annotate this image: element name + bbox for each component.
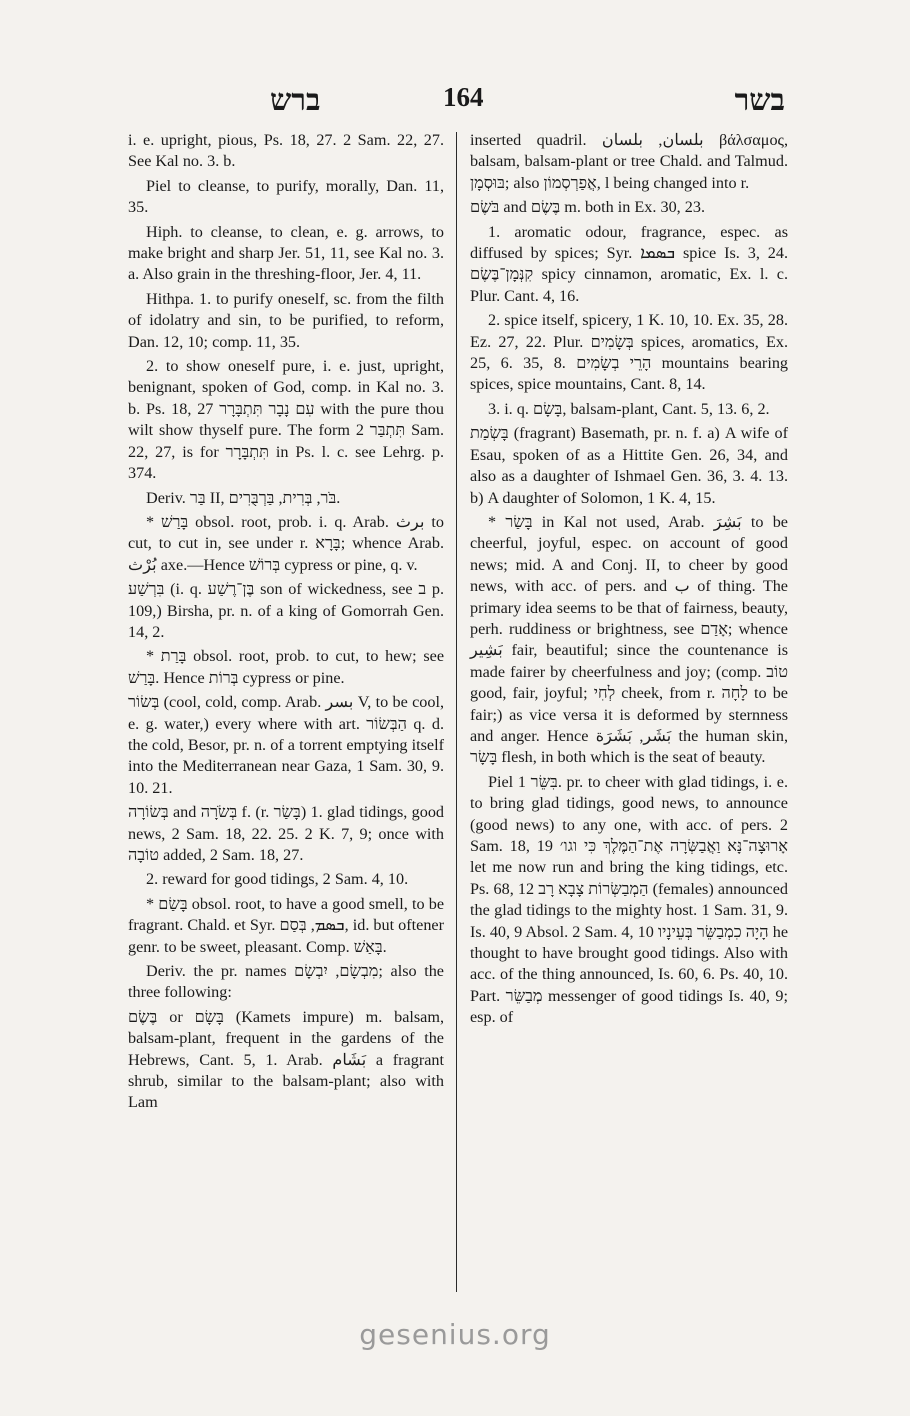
- entry-paragraph: בִּרְשַׁע (i. q. בֶּן־רֶשַׁע son of wickedness, see ב p. 109,) Birsha, pr. n. of a king of Gomorrah Gen. 14, 2.: [128, 580, 445, 641]
- entry-paragraph: * בָּשַׂר in Kal not used, Arab. بَشِرَ to be cheerful, joyful, espec. on account of good news; mid. A and Conj. II, to cheer by good news, with acc. of pers. and ب of thing. The primary idea seems to be that of fairness, beauty, perh. ruddiness or brightness, see אָדַם; whence بَشِير fair, beautiful; since the countenance is made fairer by cheerfulness and joy; (comp. טוֹב good, fair, joyful; לְחִי cheek, from r. לָחָה to be fair;) as vice versa it is deformed by sternness and anger. Hence بَشَر, بَشَرَة the human skin, בָּשָׂר flesh, in both which is the seat of beauty.: [470, 512, 788, 767]
- entry-paragraph: 3. i. q. בָּשָׂם, balsam-plant, Cant. 5, 13. 6, 2.: [488, 399, 770, 418]
- entry-paragraph: 2. reward for good tidings, 2 Sam. 4, 10.: [146, 870, 409, 889]
- entry-paragraph: בָּשְׂמַת (fragrant) Basemath, pr. n. f. a) A wife of Esau, spoken of as a Hittite Gen. 26, 34, and also as a daughter of Ishmael Gen. 36, 3. 4. 13. b) A daughter of Solomon, 1 K. 4, 15.: [470, 424, 788, 507]
- entry-paragraph: * בָּרַשׁ obsol. root, prob. i. q. Arab. برث to cut, to cut in, see under r. בָּרָא; whence Arab. بُرْث axe.—Hence בְּרוֹשׁ cypress or pine, q. v.: [128, 512, 445, 574]
- entry-paragraph: Deriv. the pr. names מִבְשָׂם, יִבְשָׂם; also the three following:: [128, 962, 444, 1002]
- entry-paragraph: inserted quadril. بلسان, بلسان βάλσαμος, balsam, balsam-plant or tree Chald. and Talmud. בּוּסְמָן; also אֲפַרְסְמוֹן, l being changed into r.: [470, 131, 788, 192]
- entry-paragraph: Piel to cleanse, to purify, morally, Dan. 11, 35.: [128, 176, 444, 217]
- entry-paragraph: בֹּשֶׂם and בֶּשֶׂם m. both in Ex. 30, 23.: [470, 198, 706, 217]
- entry-paragraph: Hiph. to cleanse, to clean, e. g. arrows, to make bright and sharp Jer. 51, 11, see Kal no. 3. a. Also grain in the threshing-floor, Jer. 4, 11.: [128, 222, 444, 284]
- entry-paragraph: i. e. upright, pious, Ps. 18, 27. 2 Sam. 22, 27. See Kal no. 3. b.: [128, 131, 444, 171]
- right-column: [470, 130, 788, 1032]
- entry-paragraph: בְּשׂוֹר (cool, cold, comp. Arab. بسر V, to be cool, e. g. water,) every where with art. הַבְּשׂוֹר q. d. the cold, Besor, pr. n. of a torrent emptying itself into the Mediterranean near Gaza, 1 Sam. 30, 9. 10. 21.: [128, 693, 445, 797]
- entry-paragraph: בְּשׂוֹרָה and בְּשֹׂרָה f. (r. בָּשַׂר) 1. glad tidings, good news, 2 Sam. 18, 22. 25. 2 K. 7, 9; once with טוֹבָה added, 2 Sam. 18, 27.: [128, 803, 445, 864]
- entry-paragraph: Piel בִּשֵּׂר 1. pr. to cheer with glad tidings, i. e. to bring glad tidings, good news, to announce (good news) to any one, with acc. of pers. 2 Sam. 18, 19 אָרוּצָה־נָּא וַאֲבַשְּׂרָה אֶת־הַמֶּלֶךְ כִּי וגו׳ let me now run and bring the king tidings, etc. Ps. 68, 12 הַמְבַשְּׂרוֹת צָבָא רָב (females) announced the glad tidings to the mighty host. 1 Sam. 31, 9. Is. 40, 9 Absol. 2 Sam. 4, 10 הָיָה כִמְבַשֵּׂר בְּעֵינָיו he thought to have brought good tidings. Also with acc. of the thing announced, Is. 60, 6. Ps. 40, 10. Part. מְבַשֵּׂר messenger of good tidings Is. 40, 9; esp. of: [470, 772, 789, 1027]
- entry-paragraph: Hithpa. 1. to purify oneself, sc. from the filth of idolatry and sin, to be purified, to reform, Dan. 12, 10; comp. 11, 35.: [128, 289, 444, 351]
- running-head: [125, 82, 785, 122]
- entry-paragraph: 2. to show oneself pure, i. e. just, upright, benignant, spoken of God, comp. in Kal no. 3. b. Ps. 18, 27 עִם נָבָר תִּתְבָּרָר with the pure thou wilt show thyself pure. The form תִּתְבַּר 2 Sam. 22, 27, is for תִּתְבָּרָר in Ps. l. c. see Lehrg. p. 374.: [128, 357, 445, 483]
- watermark: gesenius.org: [359, 1318, 551, 1351]
- entry-paragraph: 2. spice itself, spicery, 1 K. 10, 10. Ex. 35, 28. Ez. 27, 22. Plur. בְּשָׂמִים spices, aromatics, Ex. 25, 6. 35, 8. הָרֵי בְשָׂמִים mountains bearing spices, spice mountains, Cant. 8, 14.: [470, 311, 789, 394]
- entry-paragraph: בֶּשֶׂם or בָּשָׂם (Kamets impure) m. balsam, balsam-plant, frequent in the gardens of the Hebrews, Cant. 5, 1. Arab. بَشَام a fragrant shrub, similar to the balsam-plant; also with Lam: [128, 1007, 444, 1112]
- entry-paragraph: 1. aromatic odour, fragrance, espec. as diffused by spices; Syr. ܒܣܡܐ spice Is. 3, 24. קִנְּמָן־בֶּשֶׂם spicy cinnamon, aromatic, Ex. l. c. Plur. Cant. 4, 16.: [470, 222, 788, 305]
- running-head-right: בשר: [734, 84, 785, 117]
- entry-paragraph: * בָּשַׂם obsol. root, to have a good smell, to be fragrant. Chald. et Syr. ܒܣܡ, בְּסַם, id. but oftener genr. to be sweet, pleasant. Comp. בָּאַשׁ.: [128, 894, 445, 956]
- running-head-left: ברש: [270, 84, 321, 117]
- column-divider: [456, 132, 457, 1292]
- entry-paragraph: * בָּרַת obsol. root, prob. to cut, to hew; see בָּרַשׁ. Hence בְּרוֹת cypress or pine.: [128, 647, 444, 687]
- page-number: 164: [443, 82, 484, 112]
- left-column: [128, 130, 444, 1117]
- entry-paragraph: Deriv. בַּר II, בֹּר, בְּרִית, בַּרְבֻּרִים.: [146, 488, 341, 507]
